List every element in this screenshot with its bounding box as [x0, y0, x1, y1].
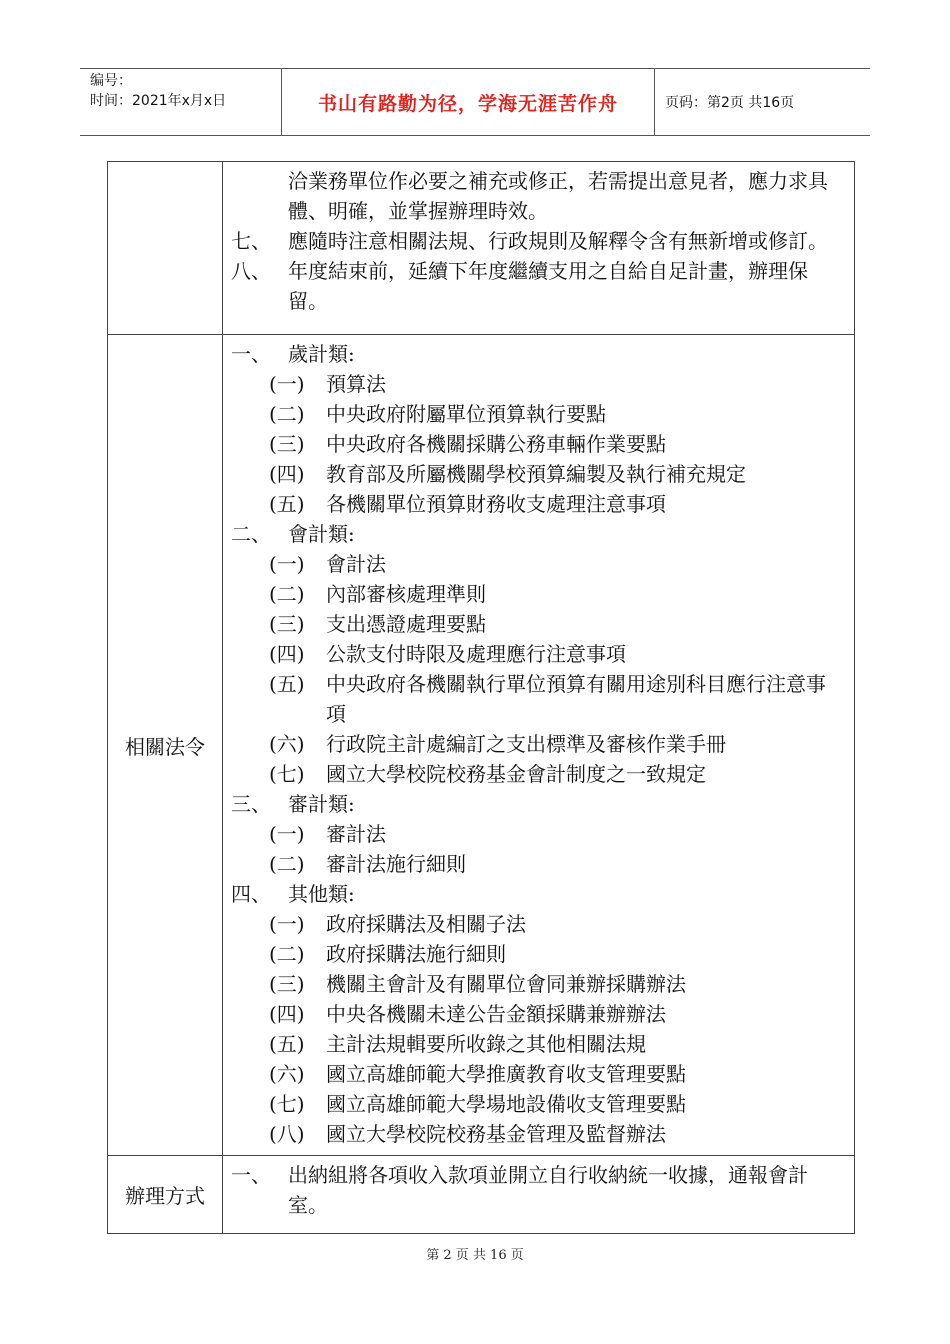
item-text: 審計法: [326, 822, 386, 846]
row-content: [223, 162, 855, 335]
category-title: 會計類:: [288, 522, 355, 546]
item-number: 八、: [231, 259, 271, 283]
item-text: 國立高雄師範大學場地設備收支管理要點: [326, 1092, 686, 1116]
document-time-label: 时间：2021年x月x日: [90, 93, 227, 109]
list-item: [231, 639, 844, 669]
category-heading: [231, 339, 844, 369]
row-label-procedure: 辦理方式: [108, 1156, 223, 1234]
list-item: [231, 969, 844, 999]
item-number: (七): [269, 762, 305, 786]
header-motto: 书山有路勤为径，学海无涯苦作舟: [282, 69, 655, 135]
item-number: (一): [269, 552, 305, 576]
list-item: [231, 999, 844, 1029]
list-item: [231, 939, 844, 969]
category-number: 一、: [231, 342, 271, 366]
item-number: (三): [269, 612, 305, 636]
item-text: 支出憑證處理要點: [326, 612, 486, 636]
item-text: 各機關單位預算財務收支處理注意事項: [326, 492, 666, 516]
item-text: 公款支付時限及處理應行注意事項: [326, 642, 626, 666]
category-heading: [231, 789, 844, 819]
item-text: 內部審核處理準則: [326, 582, 486, 606]
item-text: 國立高雄師範大學推廣教育收支管理要點: [326, 1062, 686, 1086]
list-item: [231, 489, 844, 519]
item-number: (二): [269, 942, 305, 966]
item-text: 教育部及所屬機關學校預算編製及執行補充規定: [326, 462, 746, 486]
list-item: [231, 459, 844, 489]
item-text: 政府採購法施行細則: [326, 942, 506, 966]
item-number: (四): [269, 642, 305, 666]
list-item: [231, 1089, 844, 1119]
list-item: [231, 909, 844, 939]
list-item: [231, 1119, 844, 1149]
page-header: [80, 68, 870, 136]
category-title: 審計類:: [288, 792, 355, 816]
row-label-related-regulations: 相關法令: [108, 335, 223, 1156]
continuation-text: 洽業務單位作必要之補充或修正，若需提出意見者，應力求具體、明確，並掌握辦理時效。: [288, 169, 828, 223]
header-meta: [80, 69, 282, 135]
list-item: [231, 759, 844, 789]
list-item: [231, 369, 844, 399]
list-item: [231, 1059, 844, 1089]
category-title: 歲計類:: [288, 342, 355, 366]
item-text: 出納組將各項收入款項並開立自行收納統一收據，通報會計室。: [288, 1163, 808, 1217]
item-number: (五): [269, 672, 305, 696]
row-label-empty: [108, 162, 223, 335]
item-text: 會計法: [326, 552, 386, 576]
item-text: 中央政府各機關採購公務車輛作業要點: [326, 432, 666, 456]
item-number: (四): [269, 462, 305, 486]
item-number: (六): [269, 1062, 305, 1086]
row-content-regulations: [223, 335, 855, 1156]
item-text: 年度結束前，延續下年度繼續支用之自給自足計畫，辦理保留。: [288, 259, 808, 313]
list-item: [231, 1029, 844, 1059]
category-heading: [231, 879, 844, 909]
item-number: (二): [269, 852, 305, 876]
list-item: [231, 609, 844, 639]
list-item: [231, 549, 844, 579]
item-text: 國立大學校院校務基金管理及監督辦法: [326, 1122, 666, 1146]
table-row: [108, 162, 855, 335]
item-number: (一): [269, 372, 305, 396]
item-number: (三): [269, 432, 305, 456]
item-number: (六): [269, 732, 305, 756]
list-item: [231, 579, 844, 609]
item-text: 中央政府各機關執行單位預算有關用途別科目應行注意事項: [326, 672, 826, 726]
category-number: 二、: [231, 522, 271, 546]
item-number: (三): [269, 972, 305, 996]
list-item: [231, 849, 844, 879]
list-item: [231, 669, 844, 729]
item-text: 預算法: [326, 372, 386, 396]
row-content-procedure: [223, 1156, 855, 1234]
item-text: 應隨時注意相關法規、行政規則及解釋令含有無新增或修訂。: [288, 229, 828, 253]
list-item: [231, 1160, 844, 1220]
item-text: 中央政府附屬單位預算執行要點: [326, 402, 606, 426]
list-item: [231, 729, 844, 759]
table-row: [108, 335, 855, 1156]
item-number: (五): [269, 492, 305, 516]
item-number: (一): [269, 822, 305, 846]
item-number: (二): [269, 402, 305, 426]
item-number: (五): [269, 1032, 305, 1056]
page-footer: 第 2 页 共 16 页: [426, 1248, 524, 1263]
list-item: [231, 256, 844, 316]
regulation-table: [107, 161, 855, 1234]
item-text: 機關主會計及有關單位會同兼辦採購辦法: [326, 972, 686, 996]
item-number: (四): [269, 1002, 305, 1026]
category-number: 三、: [231, 792, 271, 816]
item-text: 主計法規輯要所收錄之其他相關法規: [326, 1032, 646, 1056]
category-title: 其他類:: [288, 882, 355, 906]
item-text: 國立大學校院校務基金會計制度之一致規定: [326, 762, 706, 786]
category-number: 四、: [231, 882, 271, 906]
item-number: (八): [269, 1122, 305, 1146]
item-number: 七、: [231, 229, 271, 253]
item-number: (七): [269, 1092, 305, 1116]
item-number: (二): [269, 582, 305, 606]
list-item: [231, 399, 844, 429]
header-page-label: 页码：第2页 共16页: [665, 95, 795, 111]
item-text: 審計法施行細則: [326, 852, 466, 876]
document-number-label: 编号：: [90, 73, 132, 89]
category-heading: [231, 519, 844, 549]
item-text: 中央各機關未達公告金額採購兼辦辦法: [326, 1002, 666, 1026]
list-item: [231, 226, 844, 256]
list-item: [231, 429, 844, 459]
table-row: [108, 1156, 855, 1234]
item-text: 政府採購法及相關子法: [326, 912, 526, 936]
item-number: 一、: [231, 1163, 271, 1187]
item-number: (一): [269, 912, 305, 936]
list-item: [231, 819, 844, 849]
item-text: 行政院主計處編訂之支出標準及審核作業手冊: [326, 732, 726, 756]
